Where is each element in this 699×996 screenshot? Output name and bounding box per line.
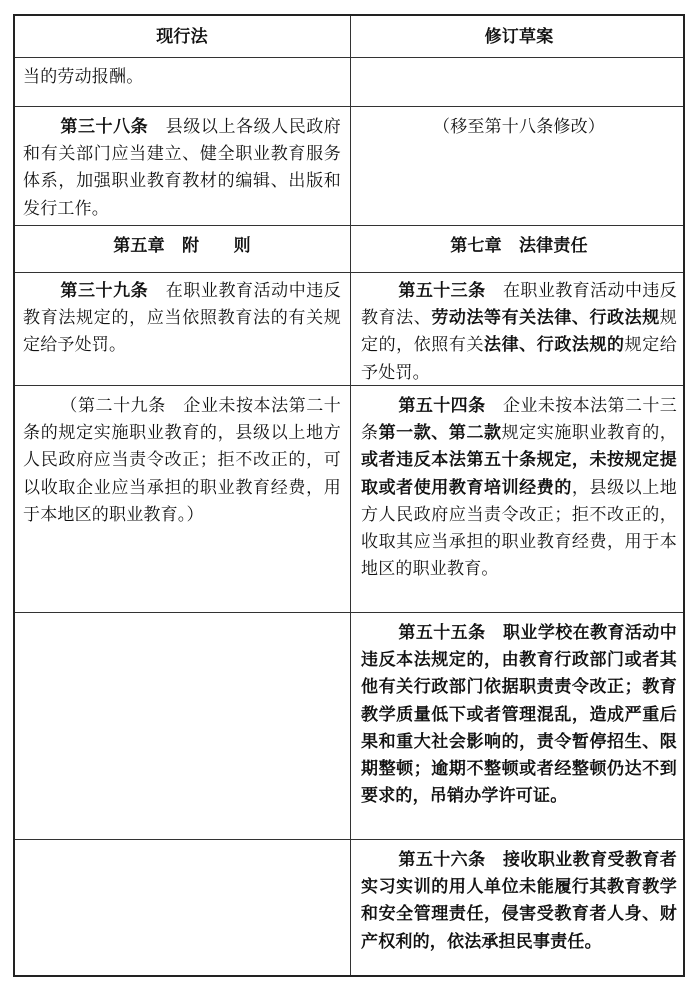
article-text: ，县级以上地方人民政府应当责令改正；拒不改正的，收取其应当承担的职业教育经费，用于本地区的职业教育。 bbox=[361, 477, 678, 580]
revised-text: 或者违反本法第五十条规定，未按规定提取或者使用教育培训经费的 bbox=[361, 450, 677, 498]
article-text: 规定的，依照有关 bbox=[361, 308, 677, 356]
article-text: 规定实施职业教育的， bbox=[501, 423, 677, 444]
revision-article-54 bbox=[361, 393, 677, 583]
current-law-article-39 bbox=[23, 278, 341, 360]
row-divider bbox=[15, 839, 683, 840]
comparison-table bbox=[13, 14, 685, 977]
current-law-continuation: 当的劳动报酬。 bbox=[23, 67, 144, 87]
row-divider bbox=[15, 106, 683, 107]
article-text: 在职业教育活动中违反教育法、 bbox=[361, 281, 678, 329]
article-number: 第五十四条 bbox=[398, 396, 486, 416]
row-divider bbox=[15, 225, 683, 226]
article-text: 接收职业教育受教育者实习实训的用人单位未能履行其教育教学和安全管理责任，侵害受教育者人身、财产权利的，依法承担民事责任。 bbox=[361, 850, 678, 952]
revised-text: 法律、行政法规的 bbox=[484, 335, 625, 356]
article-number: 第三十九条 bbox=[60, 281, 149, 301]
revision-moved-note: （移至第十八条修改） bbox=[433, 117, 605, 137]
article-text: 在职业教育活动中违反教育法规定的，应当依照教育法的有关规定给予处罚。 bbox=[23, 281, 342, 356]
row-divider bbox=[15, 272, 683, 273]
article-number: 第五十六条 bbox=[398, 850, 486, 870]
article-text: 职业学校在教育活动中违反本法规定的，由教育行政部门或者其他有关行政部门依据职责责令改正；教育教学质量低下或者管理混乱，造成严重后果和重大社会影响的，责令暂停招生、限期整顿；逾期不整顿或者经整顿仍达不到要求的，吊销办学许可证。 bbox=[361, 623, 678, 807]
chapter-7-heading: 第七章 法律责任 bbox=[450, 236, 588, 256]
article-text: 企业未按本法第二十三条 bbox=[361, 396, 678, 444]
row-divider bbox=[15, 385, 683, 386]
article-text: 县级以上各级人民政府和有关部门应当建立、健全职业教育服务体系，加强职业教育教材的编辑、出版和发行工作。 bbox=[23, 117, 342, 219]
revision-article-55 bbox=[361, 620, 677, 810]
header-current-law: 现行法 bbox=[156, 27, 208, 47]
article-number: 第五十三条 bbox=[398, 281, 486, 301]
column-divider bbox=[350, 16, 351, 975]
revised-text: 劳动法等有关法律、行政法规 bbox=[431, 308, 660, 329]
article-number: 第五十五条 bbox=[398, 623, 486, 643]
article-text: 规定给予处罚。 bbox=[361, 335, 677, 383]
current-law-article-38 bbox=[23, 114, 341, 223]
article-number: 第三十八条 bbox=[60, 117, 149, 137]
revision-article-53 bbox=[361, 278, 677, 387]
header-revision-draft: 修订草案 bbox=[484, 27, 554, 47]
current-law-article-29: （第二十九条 企业未按本法第二十条的规定实施职业教育的，县级以上地方人民政府应当责令改正；拒不改正的，可以收取企业应当承担的职业教育经费，用于本地区的职业教育。） bbox=[23, 396, 341, 525]
chapter-5-heading: 第五章 附 则 bbox=[113, 236, 251, 256]
revised-text: 第一款、第二款 bbox=[378, 423, 502, 444]
row-divider bbox=[15, 57, 683, 58]
revision-article-56 bbox=[361, 847, 677, 956]
row-divider bbox=[15, 612, 683, 613]
